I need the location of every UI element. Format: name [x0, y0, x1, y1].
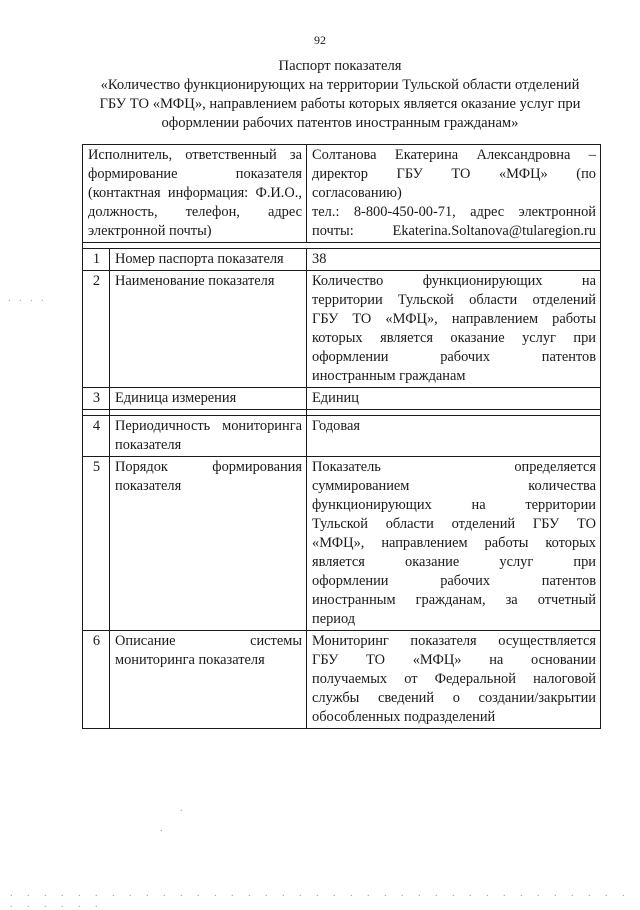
table-row [83, 457, 601, 631]
executor-value-line: Солтанова Екатерина Александровна – [312, 147, 596, 163]
executor-value-line: согласованию) [312, 185, 402, 201]
row-number: 1 [83, 249, 110, 271]
row-value-cell [307, 249, 601, 271]
document-title [80, 57, 600, 133]
row-value-line: Годовая [312, 418, 360, 434]
scan-artifact: . [160, 823, 166, 834]
row-name-cell [110, 631, 307, 729]
row-name-line: Периодичность мониторинга [115, 418, 302, 434]
row-name-line: Описание системы [115, 633, 302, 649]
row-value-line: является оказание услуг при [312, 554, 596, 570]
row-value-line: 38 [312, 251, 327, 267]
executor-label-line: (контактная информация: Ф.И.О., [88, 185, 302, 201]
row-value-line: которых является оказание услуг при [312, 330, 596, 346]
executor-label-line: Исполнитель, ответственный за [88, 147, 302, 163]
row-number: 3 [83, 388, 110, 410]
row-name-line: показателя [115, 478, 182, 494]
executor-label-line: формирование показателя [88, 166, 302, 182]
table-row [83, 249, 601, 271]
row-value-line: Единиц [312, 390, 359, 406]
row-name-line: Единица измерения [115, 390, 237, 406]
row-name-line: показателя [115, 437, 182, 453]
row-name-cell [110, 249, 307, 271]
row-value-line: обособленных подразделений [312, 709, 496, 725]
row-value-line: иностранным гражданам [312, 368, 466, 384]
row-value-line: суммированием количества [312, 478, 596, 494]
row-value-line: Мониторинг показателя осуществляется [312, 633, 596, 649]
table-row [83, 631, 601, 729]
row-value-line: Показатель определяется [312, 459, 596, 475]
row-value-line: ГБУ ТО «МФЦ» на основании [312, 652, 596, 668]
title-line: ГБУ ТО «МФЦ», направлением работы которых является оказание услуг при [99, 96, 581, 112]
row-value-line: период [312, 611, 356, 627]
row-value-line: ГБУ ТО «МФЦ», направлением работы [312, 311, 596, 327]
row-value-line: территории Тульской области отделений [312, 292, 596, 308]
row-value-cell [307, 416, 601, 457]
title-heading: Паспорт показателя [278, 58, 402, 74]
row-value-cell [307, 271, 601, 388]
title-line: оформлении рабочих патентов иностранным гражданам» [161, 115, 519, 131]
executor-value-line: директор ГБУ ТО «МФЦ» (по [312, 166, 596, 182]
row-number: 2 [83, 271, 110, 388]
executor-email-line: почты: Ekaterina.Soltanova@tularegion.ru [312, 223, 596, 239]
scan-artifact: . . . . [8, 293, 47, 304]
page-number: 92 [314, 33, 326, 47]
row-number: 5 [83, 457, 110, 631]
row-value-cell [307, 631, 601, 729]
scan-artifact: . . . . . . . . . . . . . . . . . . . . . . . . . . . . . . . . . . . . . . . . . . . [10, 888, 631, 910]
row-value-cell [307, 457, 601, 631]
executor-label-line: должность, телефон, адрес [88, 204, 302, 220]
passport-table [82, 144, 601, 729]
row-name-cell [110, 416, 307, 457]
executor-label-cell [83, 145, 307, 243]
row-value-line: «МФЦ», направлением работы которых [312, 535, 596, 551]
table-row [83, 271, 601, 388]
executor-label-line: электронной почты) [88, 223, 212, 239]
row-name-cell [110, 388, 307, 410]
executor-row [83, 145, 601, 243]
row-value-line: оформлении рабочих патентов [312, 573, 596, 589]
row-number: 6 [83, 631, 110, 729]
row-name-line: Номер паспорта показателя [115, 251, 284, 267]
executor-value-line: тел.: 8-800-450-00-71, адрес электронной [312, 204, 596, 220]
row-value-cell [307, 388, 601, 410]
row-value-line: иностранным гражданам, за отчетный [312, 592, 596, 608]
scan-artifact: . [180, 803, 186, 814]
row-name-line: мониторинга показателя [115, 652, 265, 668]
title-line: «Количество функционирующих на территории Тульской области отделений [100, 77, 580, 93]
row-value-line: получаемых от Федеральной налоговой [312, 671, 596, 687]
row-name-line: Наименование показателя [115, 273, 275, 289]
table-row [83, 416, 601, 457]
row-name-line: Порядок формирования [115, 459, 302, 475]
row-number: 4 [83, 416, 110, 457]
row-value-line: службы сведений о создании/закрытии [312, 690, 596, 706]
row-name-cell [110, 271, 307, 388]
row-value-line: оформлении рабочих патентов [312, 349, 596, 365]
row-value-line: Тульской области отделений ГБУ ТО [312, 516, 596, 532]
table-row [83, 388, 601, 410]
row-value-line: функционирующих на территории [312, 497, 596, 513]
executor-value-cell [307, 145, 601, 243]
row-value-line: Количество функционирующих на [312, 273, 596, 289]
row-name-cell [110, 457, 307, 631]
